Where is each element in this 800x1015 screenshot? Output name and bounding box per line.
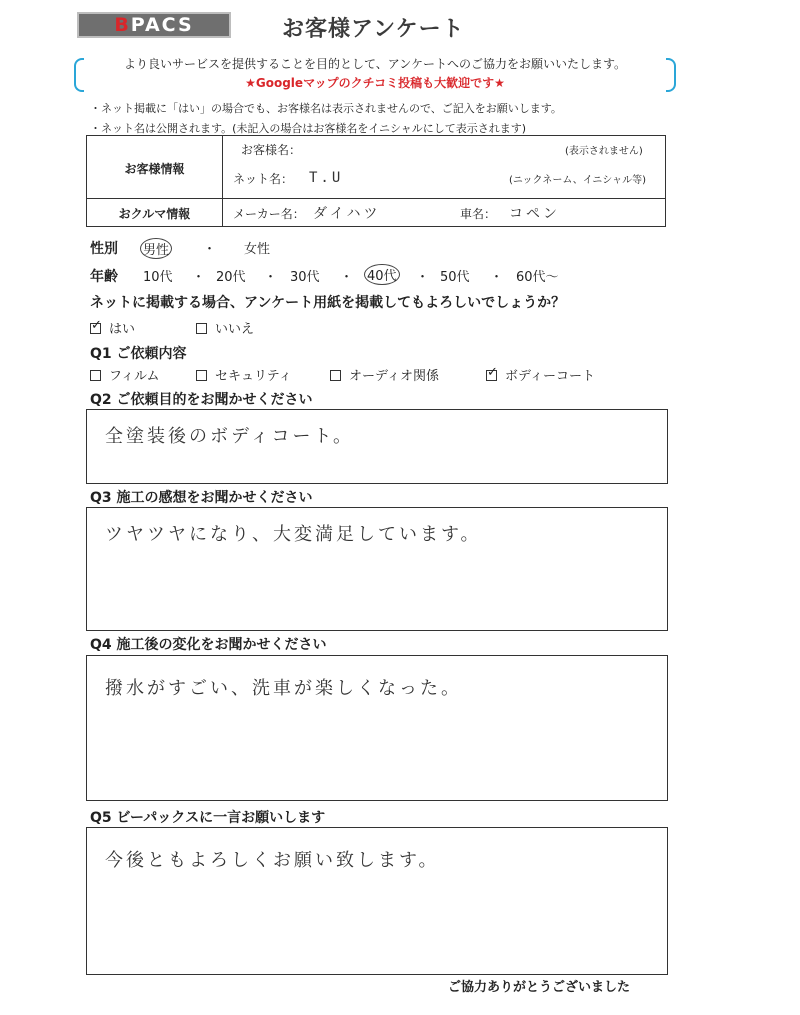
car-model-field[interactable]: コペン [509,206,560,222]
maker-field[interactable]: ダイハツ [313,206,381,222]
google-review-promo: ★Googleマップのクチコミ投稿も大歓迎です★ [245,76,505,90]
checkbox-checked-icon[interactable] [90,323,101,334]
gender-label: 性別 [90,241,118,257]
car-model-label: 車名： [460,207,497,221]
q1-option-body-coat[interactable]: ✓ ボディーコート [486,365,595,384]
q2-title: Q2 ご依頼目的をお聞かせください [90,392,313,408]
gender-option-female[interactable]: 女性 [244,242,271,257]
age-option-50s[interactable]: 50代 [440,270,470,285]
checkbox-icon[interactable] [90,370,101,381]
q1-option-film[interactable]: フィルム [90,365,159,384]
bpacs-logo [77,12,231,38]
q3-title: Q3 施工の感想をお聞かせください [90,490,313,506]
age-option-30s[interactable]: 30代 [290,270,320,285]
car-info-label: おクルマ情報 [118,207,191,221]
checkbox-checked-icon[interactable] [486,370,497,381]
note-net-name: ・ネット名は公開されます。(未記入の場合はお客様名をイニシャルにして表示されます) [90,122,527,135]
q3-answer-text: ツヤツヤになり、大変満足しています。 [105,524,482,545]
thank-you-text: ご協力ありがとうございました [448,980,631,995]
age-option-40s[interactable]: 40代 [364,264,400,285]
net-name-field[interactable]: T.U [309,170,344,186]
gender-option-male[interactable]: 男性 [140,238,172,259]
right-bracket-decoration [666,58,676,92]
net-name-note: (ニックネーム、イニシャル等) [509,175,647,186]
age-separator: ・ [192,270,206,285]
age-separator: ・ [264,270,278,285]
checkbox-icon[interactable] [196,370,207,381]
age-separator: ・ [340,270,354,285]
customer-info-label: お客様情報 [124,162,185,176]
q1-title: Q1 ご依頼内容 [90,346,187,362]
publish-yes-option[interactable]: ✓はい [90,318,135,337]
customer-name-note: (表示されません) [565,146,643,157]
q1-option-audio[interactable]: オーディオ関係 [330,365,439,384]
maker-label: メーカー名： [233,207,305,221]
q4-answer-text: 撥水がすごい、洗車が楽しくなった。 [105,678,462,699]
q3-answer-box[interactable] [86,507,668,631]
age-option-20s[interactable]: 20代 [216,270,246,285]
intro-text: より良いサービスを提供することを目的として、アンケートへのご協力をお願いいたします。 [123,57,627,71]
q4-answer-box[interactable] [86,655,668,801]
customer-info-table [86,135,666,227]
q5-title: Q5 ビーパックスに一言お願いします [90,810,326,826]
age-separator: ・ [416,270,430,285]
q4-title: Q4 施工後の変化をお聞かせください [90,637,327,653]
customer-name-label: お客様名： [241,143,302,157]
age-label: 年齢 [90,269,118,285]
checkbox-icon[interactable] [330,370,341,381]
net-name-label: ネット名： [233,172,294,186]
q5-answer-text: 今後ともよろしくお願い致します。 [105,850,440,871]
logo-text: PACS [130,14,194,36]
checkbox-icon[interactable] [196,323,207,334]
note-publish: ・ネット掲載に「はい」の場合でも、お客様名は表示されませんので、ご記入をお願いします。 [90,102,562,115]
publish-no-option[interactable]: いいえ [196,318,254,337]
age-option-60s[interactable]: 60代～ [516,270,559,285]
gender-separator: ・ [203,242,217,257]
q5-answer-box[interactable] [86,827,668,975]
left-bracket-decoration [74,58,84,92]
age-separator: ・ [490,270,504,285]
page-title: お客様アンケート [282,17,465,42]
age-option-10s[interactable]: 10代 [143,270,173,285]
logo-initial: B [114,14,131,36]
q2-answer-box[interactable] [86,409,668,484]
q2-answer-text: 全塗装後のボディコート。 [105,426,354,447]
publish-question: ネットに掲載する場合、アンケート用紙を掲載してもよろしいでしょうか？ [90,295,566,311]
q1-option-security[interactable]: セキュリティ [196,365,292,384]
